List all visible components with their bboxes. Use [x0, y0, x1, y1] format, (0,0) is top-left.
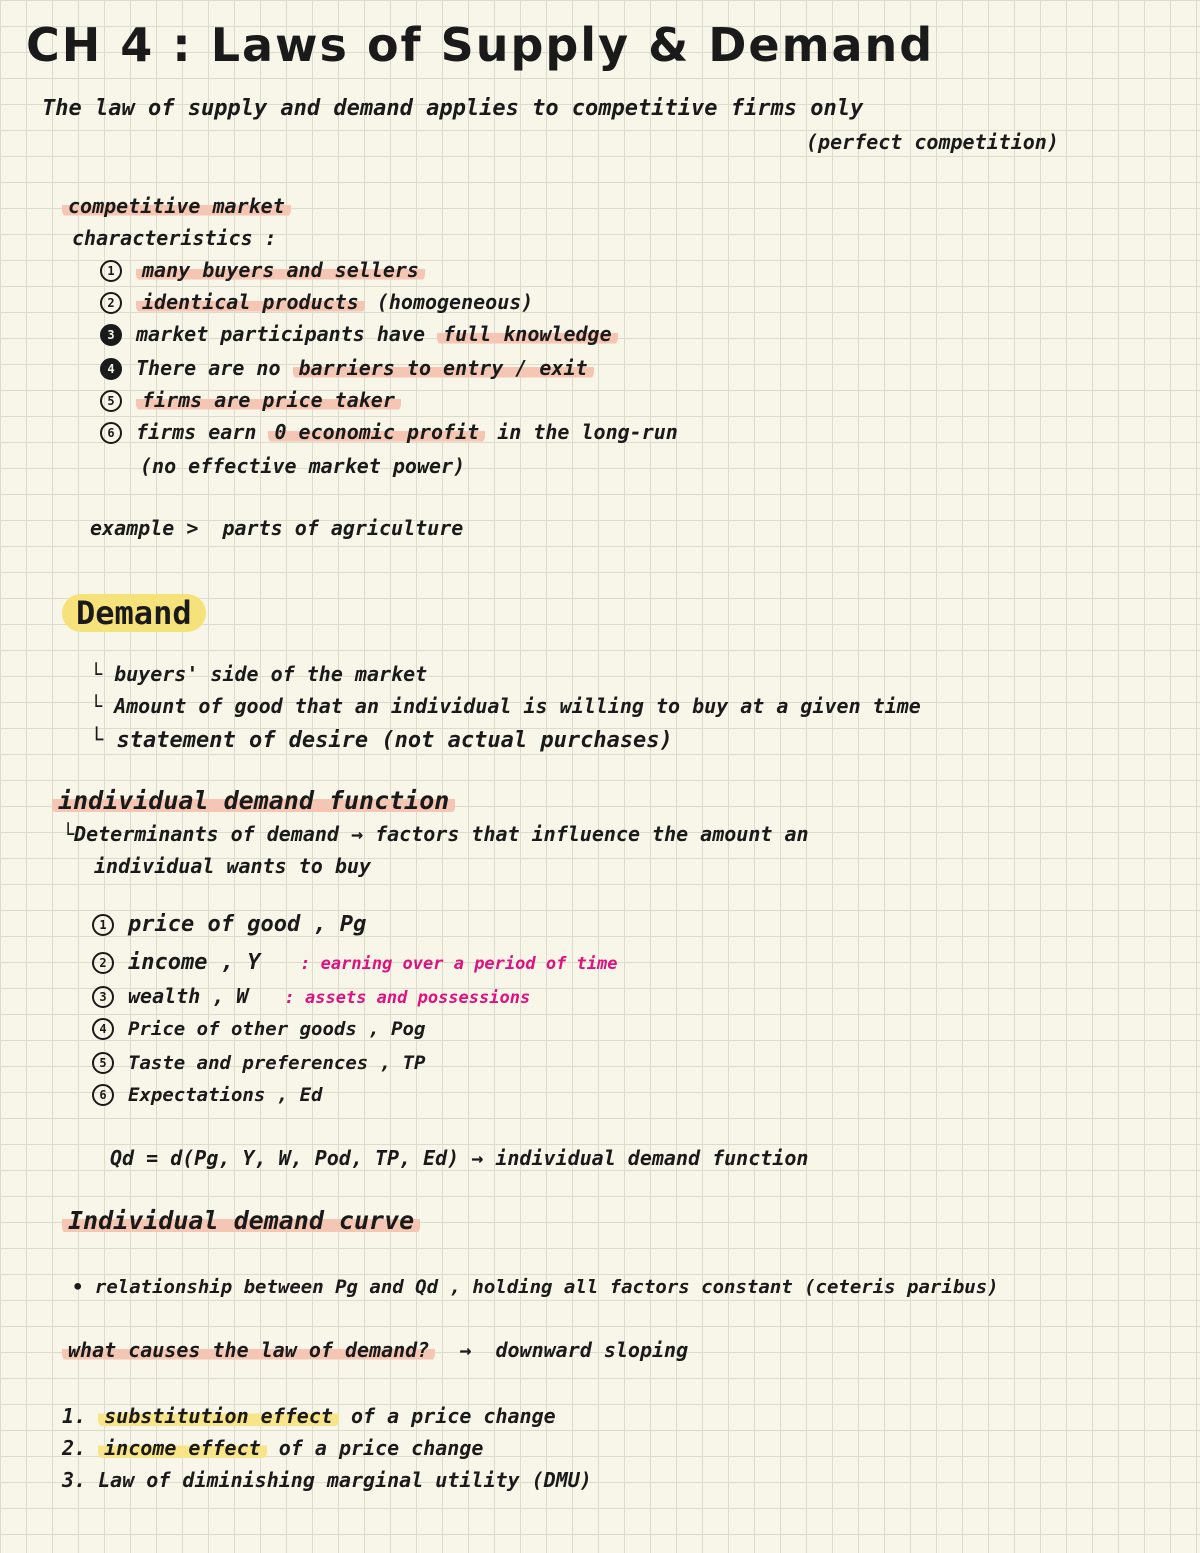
- determinant-5: 5 Taste and preferences , TP: [92, 1052, 425, 1074]
- cause-2: 2. income effect of a price change: [62, 1436, 484, 1460]
- market-item-1: 1 many buyers and sellers: [100, 258, 425, 282]
- determinant-3-note: : assets and possessions: [284, 988, 531, 1008]
- cause-3: 3. Law of diminishing marginal utility (DMU): [62, 1468, 592, 1492]
- function-line-1: └Determinants of demand → factors that influence the amount an: [62, 822, 809, 846]
- determinant-2-note: : earning over a period of time: [300, 954, 618, 974]
- market-item-6: 6 firms earn 0 economic profit in the long-run: [100, 420, 678, 444]
- page-title: CH 4 : Laws of Supply & Demand: [26, 18, 935, 72]
- curve-heading: Individual demand curve: [62, 1206, 420, 1235]
- market-subheading: characteristics :: [72, 226, 277, 250]
- determinant-4: 4 Price of other goods , Pog: [92, 1018, 425, 1040]
- function-heading: individual demand function: [52, 786, 455, 815]
- intro-note: (perfect competition): [806, 130, 1059, 154]
- market-item-4: 4 There are no barriers to entry / exit: [100, 356, 594, 380]
- demand-point-3: └ statement of desire (not actual purchases): [90, 728, 673, 753]
- example-line: example > parts of agriculture: [90, 516, 464, 540]
- determinant-3: 3 wealth , W : assets and possessions: [92, 984, 530, 1008]
- curve-bullet: • relationship between Pg and Qd , holding all factors constant (ceteris paribus): [72, 1276, 999, 1298]
- demand-formula: Qd = d(Pg, Y, W, Pod, TP, Ed) → individual demand function: [110, 1146, 809, 1170]
- intro-line: The law of supply and demand applies to competitive firms only: [42, 96, 864, 121]
- market-item-5: 5 firms are price taker: [100, 388, 401, 412]
- demand-point-2: └ Amount of good that an individual is willing to buy at a given time: [90, 694, 921, 718]
- determinant-6: 6 Expectations , Ed: [92, 1084, 322, 1106]
- curve-question: what causes the law of demand? → downward sloping: [62, 1338, 688, 1362]
- demand-point-1: └ buyers' side of the market: [90, 662, 428, 686]
- cause-1: 1. substitution effect of a price change: [62, 1404, 556, 1428]
- market-heading: competitive market: [62, 194, 291, 218]
- function-line-2: individual wants to buy: [94, 854, 371, 878]
- demand-heading: Demand: [62, 594, 206, 632]
- determinant-1: 1 price of good , Pg: [92, 912, 366, 937]
- determinant-2: 2 income , Y : earning over a period of time: [92, 950, 617, 975]
- market-item-2: 2 identical products (homogeneous): [100, 290, 533, 314]
- market-item-6-note: (no effective market power): [140, 454, 466, 478]
- market-item-3: 3 market participants have full knowledge: [100, 322, 618, 346]
